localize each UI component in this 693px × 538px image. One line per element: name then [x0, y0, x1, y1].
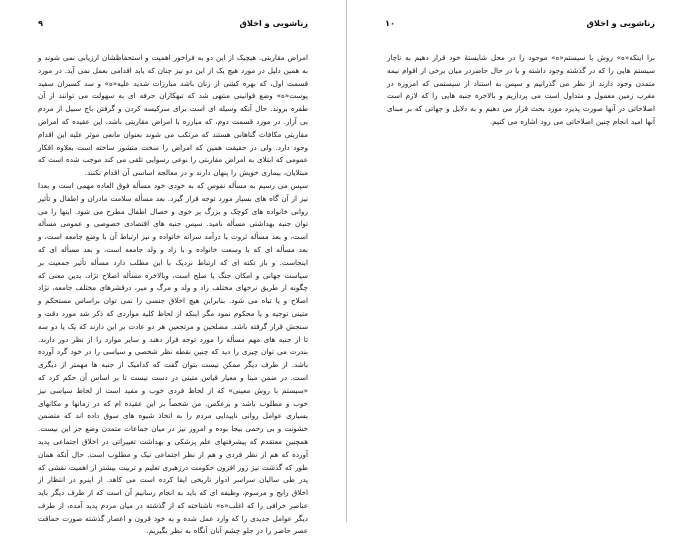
paragraph: سپس می رسیم به مسأله نفوس که به خودی خود مسأله فوق العاده مهمی است و بعدا نیز از آن گاه های بسیار مورد توجه قرار گیرد. بعد مسأله سلامت مادران و اطفال و تأثیر روانی خانواده های کوچک و بزرگ بر خوی و خصال اطفال مطرح می شود. اینها را می توان جنبه بهداشتی مسأله نامید. سپس جنبه های اقتصادی خصوصی و عمومی مسأله است، و بعد مسأله ثروت یا درآمد سرانه خانواده و نیز ارتباط آن با وضع جامعه است، و بعد مسأله ای که با وسعت خانواده و با زاد و ولد جامعه است، و بعد مسأله ای که اینجاست. و باز نکته ای که ارتباط نزدیک با این مطلب دارد مسأله تأثیر جمعیت بر سیاست جهانی و امکان جنگ یا صلح است، وبالاخره مسأله اصلاح نژاد، بدین معنی که چگونه از طریق نرخهای مختلف زاد و ولد و مرگ و میر، درقشرهای مختلف جامعه، نژاد اصلاح و یا تباه می شود. بنابراین هیچ اخلاق جنسی را نمی توان براساس مستحکم و متینی توجیه و یا محکوم نمود مگر اینکه از لحاظ کلیه مواردی که ذکر شد مورد دقت و سنجش قرار گرفته باشد. مصلحین و مرتجعین هر دو عادت بر این دارند که یک یا دو سه تا از جنبه های مهم مسأله را مورد توجه قرار دهند و سایر موارد را از نظر دور دارند. بندرت می توان چیزی را دید که چنین نقطه نظر شخصی و سیاسی را در خود گرد آورده باشد. از طرف دیگر ممکن نیست بتوان گفت که کدامیک از جنبه ها مهمتر از دیگری است. در ضمن مبنا و معیار قیاس متینی در دست نیست تا بر اساس آن حکم کرد که «سیستم با روش معینی» که از لحاظ فردی خوب و مفید است از لحاظ سیاسی نیز خوب و مطلوب باشد و برعکس. من شخصاً بر این عقیده ام که در زمانها و مکانهای بسیاری عوامل روانی ناپیدایی مردم را به اتخاذ شیوه های سوق داده اند که متضمن خشونت و بی رحمی بیجا بوده و امروز نیز در میان جماعات متمدن وضع جز این نیست. همچنین معتقدم که پیشرفتهای علم پزشکی و بهداشت تغییراتی در اخلاق اجتماعی پدید آورده که هم از نظر فردی و هم از نظر اجتماعی نیک و مطلوب است. حال آنکه همان طور که گذشت نیز روز افزون حکومت درزهبری تعلیم و تربیت بیشتر از اهمیت نقشی که پدر طی سالیان سراسر ادوار تاریخی ایفا کرده است می کاهد. از اینرو در انتظار از اخلاق رایج و مرسوم، وظیفه ای که باید به انجام رسانیم آن است که از طرف دیگر باید عناصر خرافی را که اغلب«ه» ناشناخته که از گذشته در میان مردم پدید آمده، از طرف دیگر عوامل جدیدی را که وارد عمل شده و به خود قرون و اعصار گذشته صورت حماقت عصر حاضر را در جلو چشم آنان آنگاه به نظر بگیریم. [38, 180, 308, 536]
page-number: ۹ [38, 18, 43, 28]
header-title: زناشویی و اخلاق [586, 18, 655, 28]
running-header [38, 18, 308, 32]
right-page [347, 0, 693, 522]
page-body [38, 52, 308, 538]
page-number: ۱۰ [385, 18, 395, 28]
paragraph: امراض مقاربتی. هیچیک از این دو به فراخور اهمیت و استحفاظشان ارزیابی نمی شوند و به همین دلیل در مورد هیچ یک از این دو نیز چنان که باید اقدامی بعمل نمی آید. در مورد قسمت اول، که بهره کشی از زنان باشد مبارزات شدید علیه«ه» و سد کسبران سفید پوست«ه» وضع قوانینی منتهی شد که تبهکاران حرفه ای به سهولت می توانند از آن طفره بروند. حال آنکه وسیله ای است برای سرکیسه کردن و گرفتن باج سبیل از مردم بی آزار. در مورد قسمت دوم، که مبارزه با امراض مقاربتی باشد، این عقیده که امراض مقاربتی مکافات گناهانی هستند که مرتکب می شوند بعنوان مانعی موثر علیه این اقدام وجود دارد. ولی در حقیقت همین که امراض را سخت متشوز ساخته است بعلاوه افکار عمومی که ابتلای به امراض مقاربتی را نوعی رسوایی تلقی می کند موجب شده است که مبتلایان، بیماری خویش را پنهان دارند و در معالجه اساسی آن اقدام نکنند. [38, 53, 308, 178]
running-header [385, 18, 655, 32]
left-page [0, 0, 346, 536]
header-title: زناشویی و اخلاق [239, 18, 308, 28]
page-body [387, 52, 655, 129]
paragraph: برا اینکه«ه» روش یا سیستم«ه» موجود را در محل شایستهٔ خود قرار دهیم به ناچار سیستم هایی را که در گذشته وجود داشته و یا در حال حاضردر میان برخی از اقوام نیمه متمدن وجود دارند از نظر می گذرانیم و سپس به استناد از سیستمی که امروزه در مغرب زمین معمول و متداول است می پردازیم و بالاخره جنبه هایی را که لازم است اصلاحاتی در آنها صورت پذیرد مورد بحث قرار می دهیم و به دلایل و جهاتی که بر مبنای آنها امید انجام چنین اصلاحاتی می رود اشاره می کنیم. [387, 53, 655, 126]
